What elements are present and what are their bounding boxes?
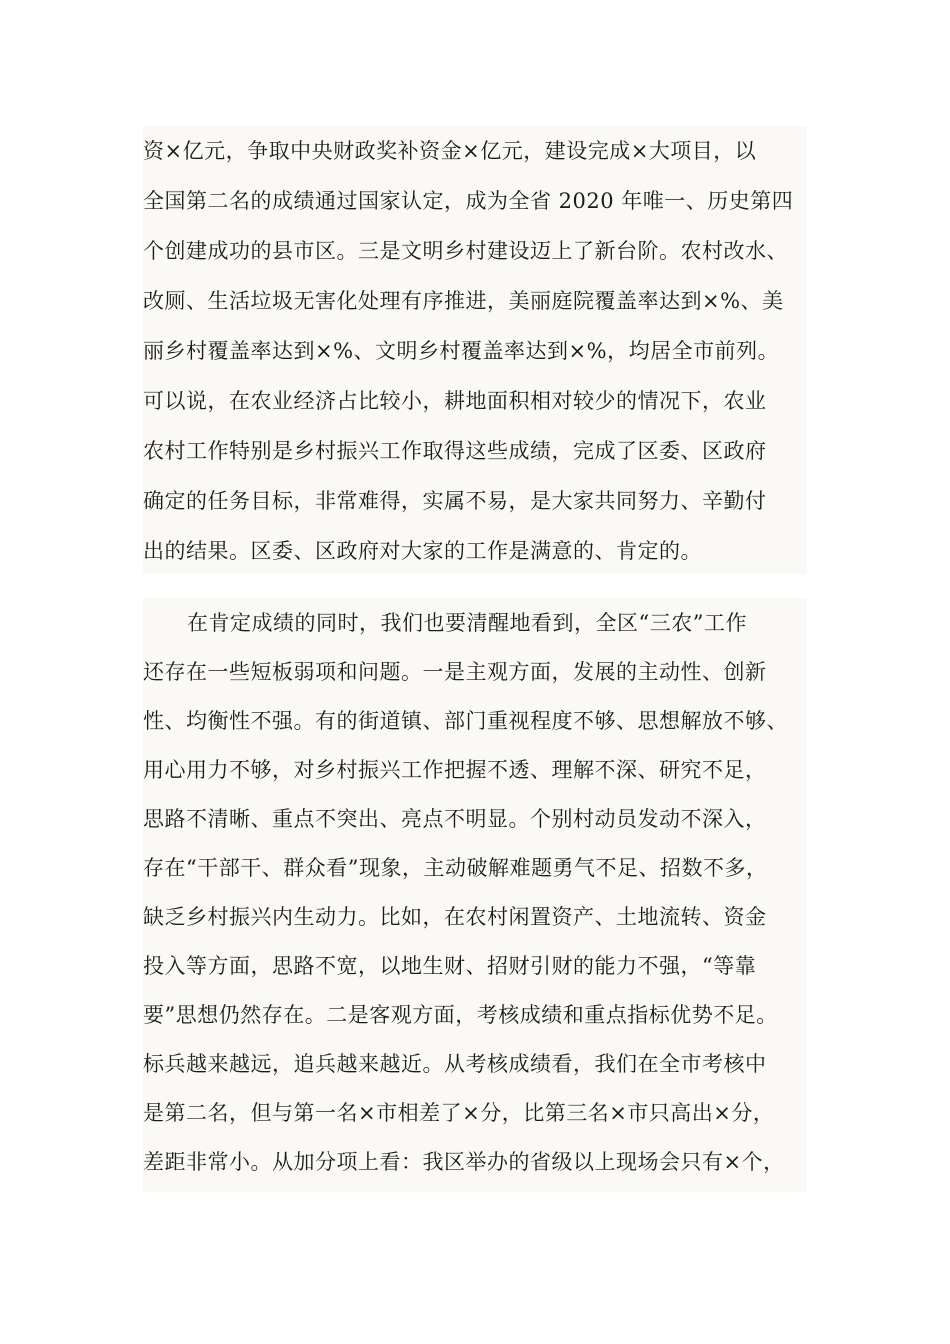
paragraph-line: 投入等方面，思路不宽，以地生财、招财引财的能力不强，“等靠 [143,954,757,978]
paragraph-line: 存在“干部干、群众看”现象，主动破解难题勇气不足、招数不多， [143,856,768,880]
paragraph-line: 缺乏乡村振兴内生动力。比如，在农村闲置资产、土地流转、资金 [143,905,767,929]
paragraph-line: 标兵越来越远，追兵越来越近。从考核成绩看，我们在全市考核中 [143,1052,767,1076]
paragraph-line: 个创建成功的县市区。三是文明乡村建设迈上了新台阶。农村改水、 [143,239,788,263]
paragraph-line: 可以说，在农业经济占比较小，耕地面积相对较少的情况下，农业 [143,389,767,413]
paragraph-line: 思路不清晰、重点不突出、亮点不明显。个别村动员发动不深入， [143,807,767,831]
paragraph-line: 确定的任务目标，非常难得，实属不易，是大家共同努力、辛勤付 [143,489,767,513]
paragraph-2 [143,598,807,1192]
paragraph-line: 是第二名，但与第一名×市相差了×分，比第三名×市只高出×分， [143,1101,775,1125]
paragraph-line: 改厕、生活垃圾无害化处理有序推进，美丽庭院覆盖率达到×%、美 [143,289,784,313]
paragraph-line: 全国第二名的成绩通过国家认定，成为全省 2020 年唯一、历史第四 [143,189,794,213]
paragraph-line: 在肯定成绩的同时，我们也要清醒地看到，全区“三农”工作 [187,611,747,635]
paragraph-line: 用心用力不够，对乡村振兴工作把握不透、理解不深、研究不足， [143,758,767,782]
paragraph-line: 农村工作特别是乡村振兴工作取得这些成绩，完成了区委、区政府 [143,439,767,463]
paragraph-line: 性、均衡性不强。有的街道镇、部门重视程度不够、思想解放不够、 [143,709,788,733]
paragraph-line: 还存在一些短板弱项和问题。一是主观方面，发展的主动性、创新 [143,660,767,684]
paragraph-line: 差距非常小。从加分项上看：我区举办的省级以上现场会只有×个， [143,1150,785,1174]
paragraph-line: 出的结果。区委、区政府对大家的工作是满意的、肯定的。 [143,539,702,563]
paragraph-line: 要”思想仍然存在。二是客观方面，考核成绩和重点指标优势不足。 [143,1003,778,1027]
paragraph-1 [143,126,807,574]
paragraph-line: 丽乡村覆盖率达到×%、文明乡村覆盖率达到×%，均居全市前列。 [143,339,780,363]
paragraph-line: 资×亿元，争取中央财政奖补资金×亿元，建设完成×大项目，以 [143,139,757,163]
